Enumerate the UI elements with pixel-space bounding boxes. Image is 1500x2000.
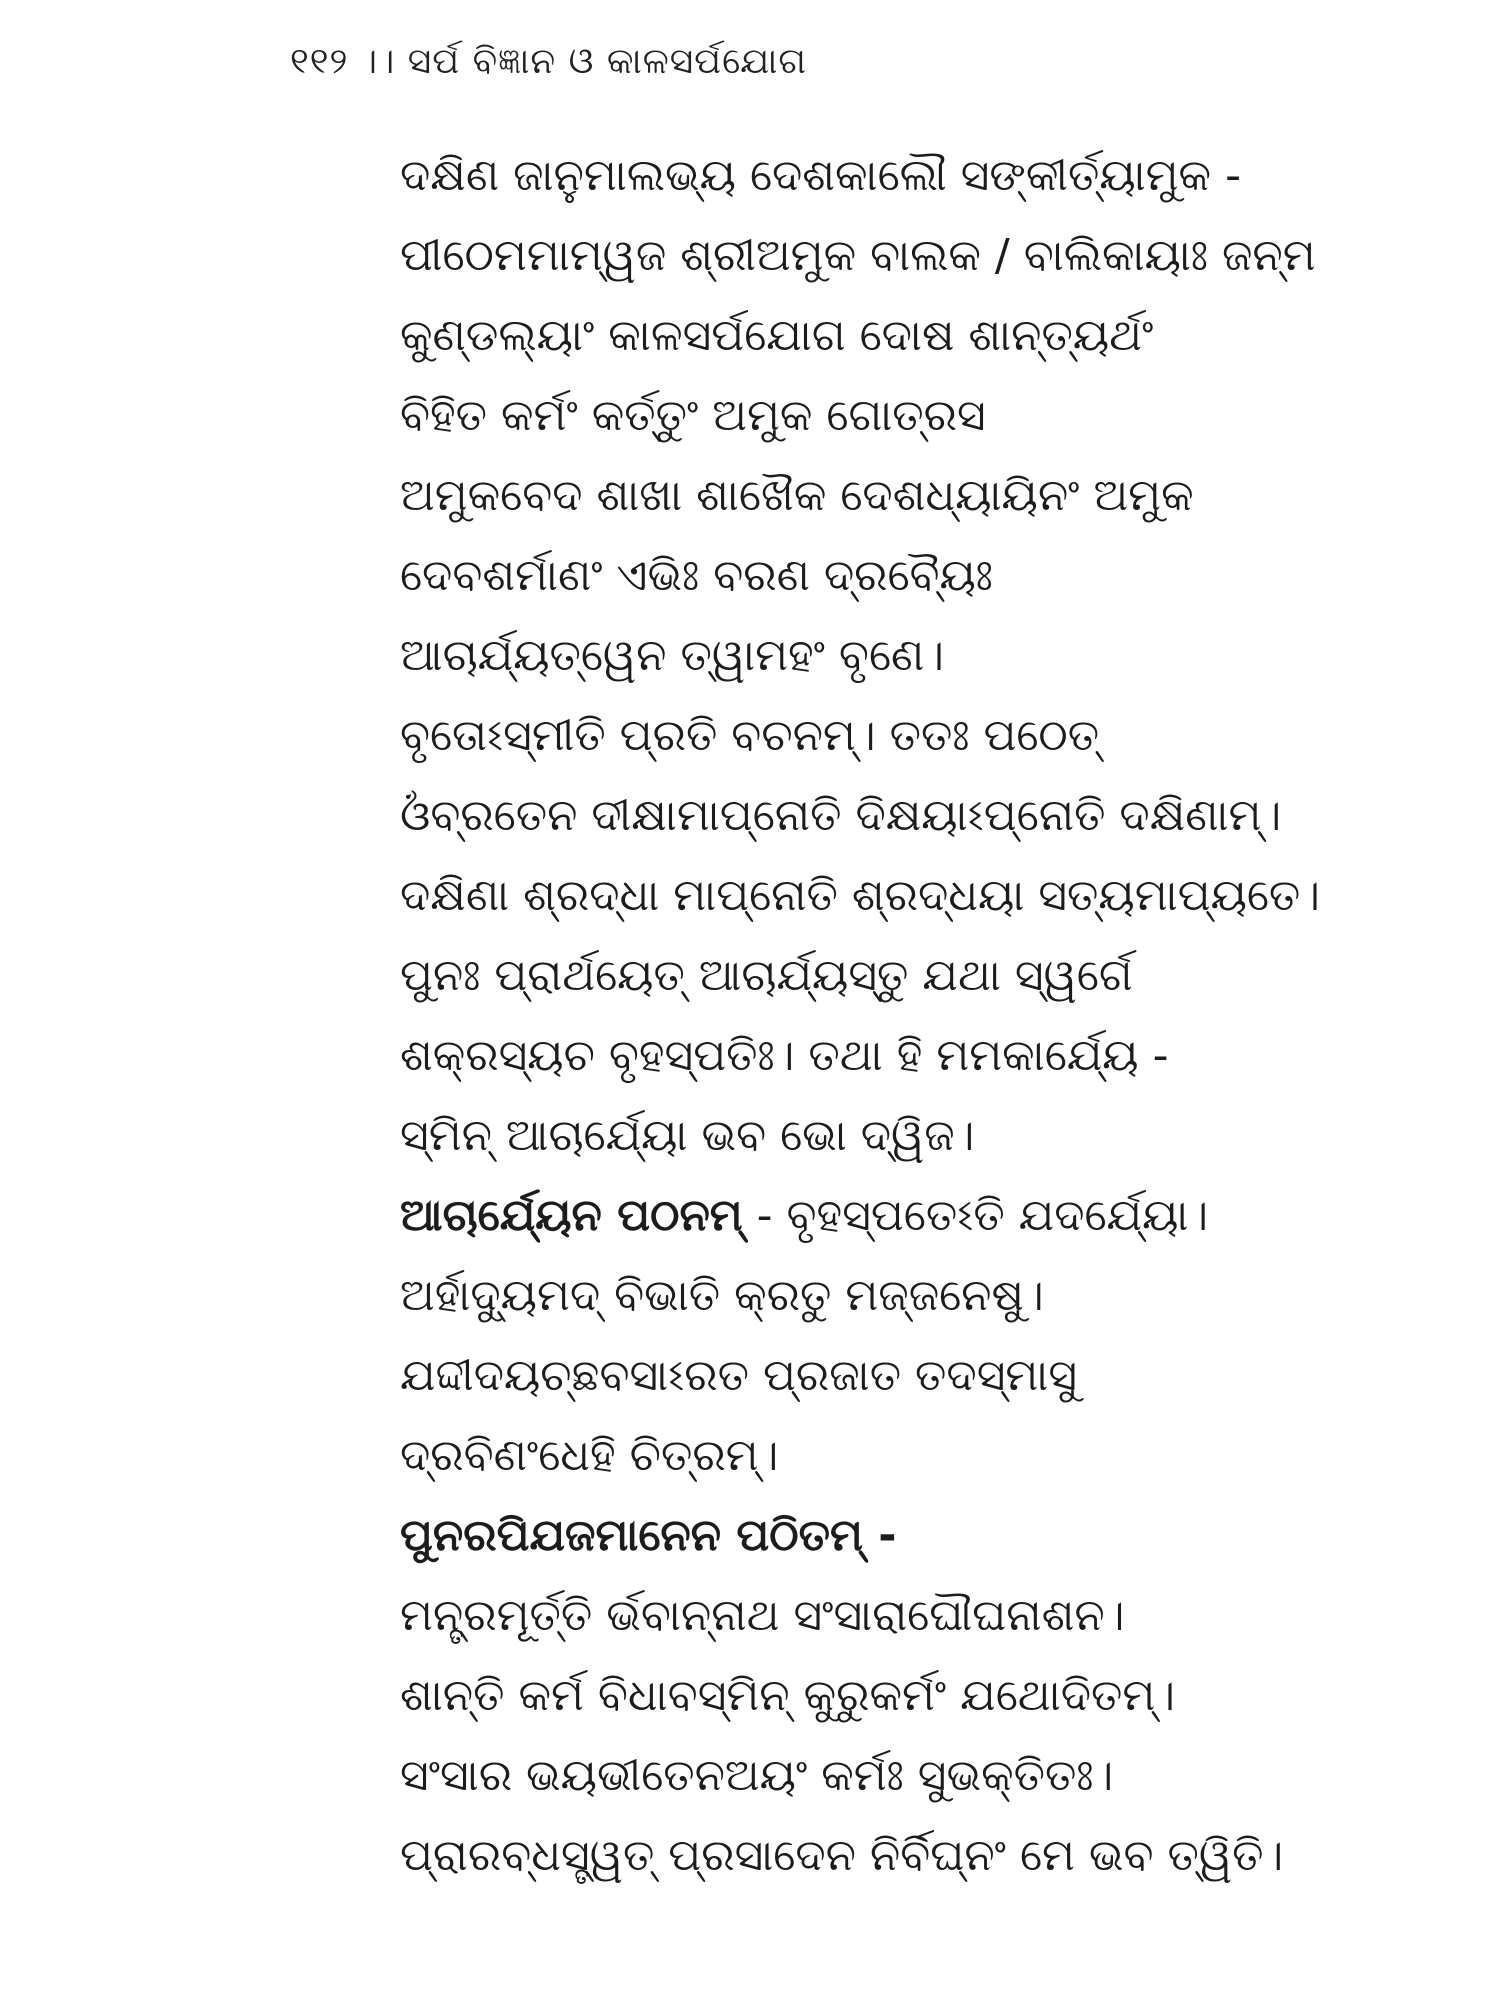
verse-line-14 [400,1176,1460,1256]
section-heading: ଆଚାର୍ଯ୍ୟେନ ପଠନମ୍ [400,1190,743,1241]
verse-line-17 [400,1416,1460,1496]
verse-text: ଓଁବ୍ରତେନ ଦୀକ୍ଷାମାପ୍ନୋତି ଦିକ୍ଷୟାଽପ୍ନୋତି ଦକ୍ଷିଣାମ୍। [400,790,1282,841]
verse-line-19 [400,1576,1460,1656]
verse-line-22 [400,1816,1460,1896]
verse-text: ଦେବଶର୍ମାଣଂ ଏଭିଃ ବରଣ ଦ୍ରବ୍ୟୈଃ [400,550,993,601]
verse-line-11 [400,936,1460,1016]
verse-line-18 [400,1496,1460,1576]
verse-text: ମନ୍ତ୍ରମୂର୍ତ୍ତି ର୍ଭବାନ୍ନାଥ ସଂସାରାଘୌଘନାଶନ। [400,1590,1125,1641]
verse-text: ବିହିତ କର୍ମଂ କର୍ତ୍ତୁଂ ଅମୁକ ଗୋତ୍ରସ [400,390,986,441]
verse-text: ଯଦ୍ଦୀଦୟଚ୍ଛବସାଽରତ ପ୍ରଜାତ ତଦସ୍ମାସୁ [400,1350,1078,1401]
verse-text: ଅର୍ହାଦ୍ୟୁମଦ୍ ବିଭାତି କ୍ରତୁ ମଜ୍ଜନେଷୁ। [400,1270,1044,1321]
verse-block [400,136,1460,1896]
verse-text: ଶାନ୍ତି କର୍ମ ବିଧାବସ୍ମିନ୍ କୁରୁକର୍ମଂ ଯଥୋଦିତମ୍। [400,1670,1176,1721]
verse-text: ଆଚାର୍ଯ୍ୟତ୍ୱେନ ତ୍ୱାମହଂ ବୃଣେ। [400,630,945,681]
verse-line-4 [400,376,1460,456]
verse-line-10 [400,856,1460,936]
verse-line-5 [400,456,1460,536]
verse-text: ପ୍ରାରବ୍ଧସ୍ତ୍ୱତ୍ ପ୍ରସାଦେନ ନିର୍ବିଘ୍ନଂ ମେ ଭବ ତ୍ୱିତି। [400,1830,1284,1881]
verse-line-7 [400,616,1460,696]
verse-line-16 [400,1336,1460,1416]
verse-text: ସ୍ମିନ୍ ଆଚାର୍ଯ୍ୟୋ ଭବ ଭୋ ଦ୍ୱିଜ। [400,1110,975,1161]
section-heading: ପୁନରପିଯଜମାନେନ ପଠିତମ୍ - [400,1510,897,1561]
verse-line-9 [400,776,1460,856]
verse-text: ଦକ୍ଷିଣ ଜାନୁମାଲଭ୍ୟ ଦେଶକାଲୌ ସଙ୍କୀର୍ତ୍ୟାମୁକ - [400,150,1241,201]
verse-line-13 [400,1096,1460,1176]
verse-text: ଶକ୍ରସ୍ୟଚ ବୃହସ୍ପତିଃ। ତଥା ହି ମମକାର୍ଯ୍ୟେ - [400,1030,1169,1081]
verse-text: ପୀଠେମମାମ୍ୱଜ ଶ୍ରୀଅମୁକ ବାଲକ / ବାଲିକାୟାଃ ଜନ୍ମ [400,230,1316,281]
running-header: ୧୧୨ ।। ସର୍ପ ବିଜ୍ଞାନ ଓ କାଳସର୍ପଯୋଗ [290,41,808,82]
verse-text: ଦକ୍ଷିଣା ଶ୍ରଦ୍ଧା ମାପ୍ନୋତି ଶ୍ରଦ୍ଧୟା ସତ୍ୟମାପ୍ୟତେ। [400,870,1321,921]
verse-line-12 [400,1016,1460,1096]
verse-text: ଦ୍ରବିଣଂଧେହି ଚିତ୍ରମ୍। [400,1430,779,1481]
verse-line-3 [400,296,1460,376]
verse-text: - ବୃହସ୍ପତେଽତି ଯଦର୍ଯ୍ୟୋ। [742,1190,1209,1241]
verse-line-8 [400,696,1460,776]
verse-line-6 [400,536,1460,616]
verse-line-1 [400,136,1460,216]
verse-text: ଅମୁକବେଦ ଶାଖା ଶାଖୈକ ଦେଶଧ୍ୟାୟିନଂ ଅମୁକ [400,470,1194,521]
verse-text: ବୃତୋଽସ୍ମୀତି ପ୍ରତି ବଚନମ୍। ତତଃ ପଠେତ୍ [400,710,1100,761]
verse-line-15 [400,1256,1460,1336]
verse-line-21 [400,1736,1460,1816]
verse-text: ସଂସାର ଭୟଭୀତେନଅୟଂ କର୍ମଃ ସୁଭକ୍ତିତଃ। [400,1750,1114,1801]
verse-line-20 [400,1656,1460,1736]
verse-line-2 [400,216,1460,296]
verse-text: ପୁନଃ ପ୍ରାର୍ଥୟେତ୍ ଆଚାର୍ଯ୍ୟସ୍ତୁ ଯଥା ସ୍ୱର୍ଗେ [400,950,1133,1001]
verse-text: କୁଣ୍ଡଲ୍ୟାଂ କାଳସର୍ପଯୋଗ ଦୋଷ ଶାନ୍ତ୍ୟର୍ଥଂ [400,310,1154,361]
